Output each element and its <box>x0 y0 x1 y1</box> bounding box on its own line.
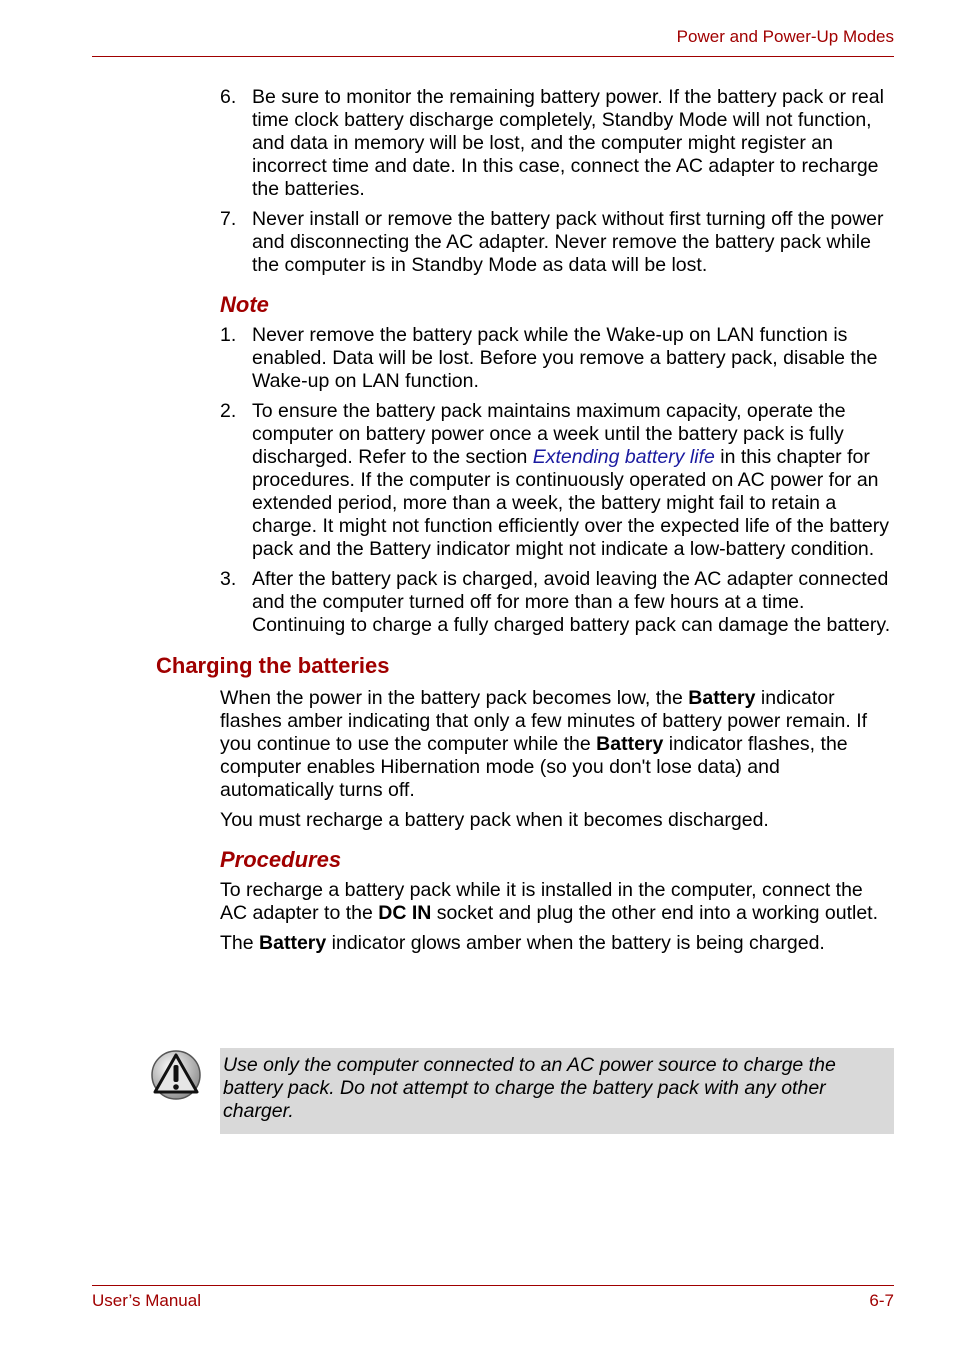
list-item <box>220 208 894 277</box>
list-item <box>220 86 894 201</box>
list-item-text: To ensure the battery pack maintains maximum capacity, operate the computer on battery power once a week until the battery pack is fully discharged. Refer to the section <box>252 400 846 468</box>
dc-in-term: DC IN <box>378 902 432 924</box>
text-run: When the power in the battery pack becomes low, the <box>220 687 689 709</box>
list-item-text: Be sure to monitor the remaining battery power. If the battery pack or real time clock battery discharge completely, Standby Mode will not function, and data in memory will be lost, and the computer might register an incorrect time and date. In this case, connect the AC adapter to recharge the batteries. <box>252 86 884 200</box>
procedures-paragraph <box>220 879 894 925</box>
footer-rule <box>92 1285 894 1286</box>
text-run: indicator flashes, the computer enables Hibernation mode (so you don't lose data) and automatically turns off. <box>220 733 848 801</box>
caution-text: Use only the computer connected to an AC power source to charge the battery pack. Do not attempt to charge the battery pack with any other charger. <box>223 1054 836 1122</box>
page-number: 6-7 <box>869 1291 894 1310</box>
note-list <box>220 324 894 637</box>
text-run: The <box>220 932 260 954</box>
note-heading: Note <box>220 292 269 317</box>
text-run: socket and plug the other end into a working outlet. <box>431 902 878 924</box>
footer-manual-title: User’s Manual <box>92 1291 201 1310</box>
list-item-number: 6. <box>220 86 237 108</box>
text-run: indicator glows amber when the battery is being charged. <box>326 932 825 954</box>
battery-precautions-list <box>220 86 894 277</box>
caution-box <box>220 1048 894 1134</box>
list-item-text: Never remove the battery pack while the Wake-up on LAN function is enabled. Data will be lost. Before you remove a battery pack, disable the Wake-up on LAN function. <box>252 324 878 392</box>
list-item <box>220 400 894 561</box>
header-title: Power and Power-Up Modes <box>676 27 894 46</box>
text-run: To recharge a battery pack while it is installed in the computer, connect the AC adapter to the <box>220 879 863 924</box>
procedures-heading: Procedures <box>220 847 342 872</box>
charging-paragraph <box>220 687 894 802</box>
battery-term: Battery <box>259 932 327 954</box>
recharge-paragraph: You must recharge a battery pack when it becomes discharged. <box>220 809 769 831</box>
page-content <box>156 86 894 962</box>
battery-term: Battery <box>596 733 664 755</box>
header-rule <box>92 56 894 57</box>
indicator-paragraph <box>220 932 894 955</box>
warning-icon <box>150 1049 202 1101</box>
charging-section-heading: Charging the batteries <box>156 653 390 678</box>
list-item <box>220 568 894 637</box>
list-item-text: Never install or remove the battery pack without first turning off the power and disconnecting the AC adapter. Never remove the battery pack while the computer is in Standby Mode as data will be lost. <box>252 208 884 276</box>
battery-term: Battery <box>688 687 756 709</box>
text-run: indicator flashes amber indicating that only a few minutes of battery power remain. If you continue to use the computer while the <box>220 687 868 755</box>
extending-battery-life-link[interactable]: Extending battery life <box>532 446 715 468</box>
list-item-number: 7. <box>220 208 237 230</box>
list-item-number: 3. <box>220 568 237 590</box>
list-item-text: After the battery pack is charged, avoid leaving the AC adapter connected and the computer turned off for more than a few hours at a time. Continuing to charge a fully charged battery pack can damage the battery. <box>252 568 891 636</box>
list-item-number: 2. <box>220 400 237 422</box>
list-item <box>220 324 894 393</box>
list-item-number: 1. <box>220 324 237 346</box>
list-item-text: in this chapter for procedures. If the computer is continuously operated on AC power for an extended period, more than a week, the battery might fail to retain a charge. It might not function efficiently over the expected life of the battery pack and the Battery indicator might not indicate a low-battery condition. <box>252 446 890 560</box>
